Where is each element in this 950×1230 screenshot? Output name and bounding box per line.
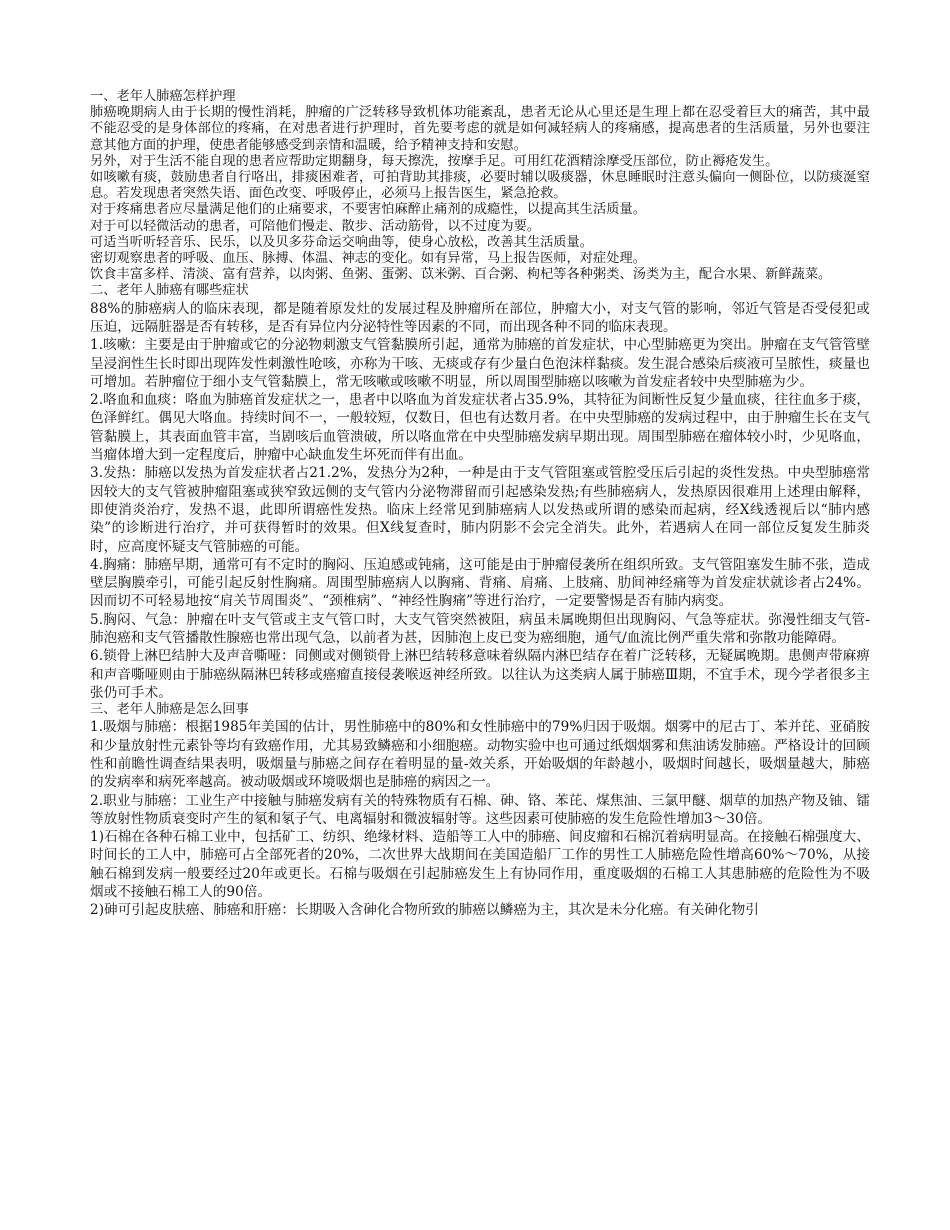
- document-body: [90, 89, 870, 920]
- paragraph: 1.咳嗽：主要是由于肿瘤或它的分泌物刺激支气管黏膜所引起，通常为肺癌的首发症状，中心型肺癌更为突出。肿瘤在支气管管壁呈浸润性生长时即出现阵发性刺激性呛咳，亦称为干咳、无痰或存有少量白色泡沫样黏痰。发生混合感染后痰液可呈脓性，痰量也可增加。若肿瘤位于细小支气管黏膜上，常无咳嗽或咳嗽不明显，所以周围型肺癌以咳嗽为首发症者较中央型肺癌为少。: [90, 337, 870, 390]
- section-heading: 一、老年人肺癌怎样护理: [90, 89, 236, 104]
- paragraph: 可适当听听轻音乐、民乐，以及贝多芬命运交响曲等，使身心放松，改善其生活质量。: [90, 234, 594, 250]
- paragraph: 对于可以轻微活动的患者，可陪他们慢走、散步、活动筋骨，以不过度为要。: [90, 218, 541, 234]
- paragraph: 4.胸痛：肺癌早期，通常可有不定时的胸闷、压迫感或钝痛，这可能是由于肿瘤侵袭所在组织所致。支气管阻塞发生肺不张，造成壁层胸膜牵引，可能引起反射性胸痛。周围型肺癌病人以胸痛、背痛、肩痛、上肢痛、肋间神经痛等为首发症状就诊者占24%。因而切不可轻易地按“肩关节周围炎”、“颈椎病”、“神经性胸痛”等进行治疗，一定要警惕是否有肺内病变。: [90, 556, 870, 610]
- section-heading: 二、老年人肺癌有哪些症状: [90, 283, 249, 299]
- paragraph: 5.胸闷、气急：肿瘤在叶支气管或主支气管口时，大支气管突然被阻，病虽未属晚期但出现胸闷、气急等症状。弥漫性细支气管-肺泡癌和支气管播散性腺癌也常出现气急，以前者为甚，因肺泡上皮已变为癌细胞，通气/血流比例严重失常和弥散功能障碍。: [90, 611, 870, 646]
- paragraph: 密切观察患者的呼吸、血压、脉搏、体温、神志的变化。如有异常，马上报告医师，对症处理。: [90, 251, 646, 267]
- paragraph: 88%的肺癌病人的临床表现，都是随着原发灶的发展过程及肿瘤所在部位，肿瘤大小，对支气管的影响，邻近气管是否受侵犯或压迫，远隔脏器是否有转移，是否有异位内分泌特性等因素的不同，而出现各种不同的临床表现。: [90, 300, 870, 335]
- paragraph: 1)石棉在各种石棉工业中，包括矿工、纺织、绝缘材料、造船等工人中的肺癌、间皮瘤和石棉沉着病明显高。在接触石棉强度大、时间长的工人中，肺癌可占全部死者的20%，二次世界大战期间在美国造船厂工作的男性工人肺癌危险性增高60%～70%，从接触石棉到发病一般要经过20年或更长。石棉与吸烟在引起肺癌发生上有协同作用，重度吸烟的石棉工人其患肺癌的危险性为不吸烟或不接触石棉工人的90倍。: [90, 829, 870, 901]
- paragraph: 2)砷可引起皮肤癌、肺癌和肝癌：长期吸入含砷化合物所致的肺癌以鳞癌为主，其次是未分化癌。有关砷化物引: [90, 902, 759, 919]
- paragraph: 另外，对于生活不能自现的患者应帮助定期翻身，每天擦洗，按摩手足。可用红花酒精涂摩受压部位，防止褥疮发生。: [90, 153, 779, 169]
- paragraph: 2.咯血和血痰：咯血为肺癌首发症状之一，患者中以咯血为首发症状者占35.9%，其特征为间断性反复少量血痰，往往血多于痰，色泽鲜红。偶见大咯血。持续时间不一，一般较短，仅数日，但也有达数月者。在中央型肺癌的发病过程中，由于肿瘤生长在支气管黏膜上，其表面血管丰富，当剧咳后血管溃破，所以咯血常在中央型肺癌发病早期出现。周围型肺癌在瘤体较小时，少见咯血，当瘤体增大到一定程度后，肿瘤中心缺血发生坏死而伴有出血。: [90, 392, 870, 464]
- paragraph: 肺癌晚期病人由于长期的慢性消耗，肿瘤的广泛转移导致机体功能紊乱，患者无论从心里还是生理上都在忍受着巨大的痛苦，其中最不能忍受的是身体部位的疼痛，在对患者进行护理时，首先要考虑的就是如何减轻病人的疼痛感，提高患者的生活质量，另外也要注意其他方面的护理，使患者能够感受到亲情和温暖，给予精神支持和安慰。: [90, 105, 870, 153]
- paragraph: 6.锁骨上淋巴结肿大及声音嘶哑：同侧或对侧锁骨上淋巴结转移意味着纵隔内淋巴结存在着广泛转移，无疑属晚期。患侧声带麻痹和声音嘶哑则由于肺癌纵隔淋巴转移或癌瘤直接侵袭喉返神经所致。以往认为这类病人属于肺癌Ⅲ期，不宜手术，现今学者很多主张仍可手术。: [90, 648, 870, 701]
- paragraph: 2.职业与肺癌：工业生产中接触与肺癌发病有关的特殊物质有石棉、砷、铬、苯芘、煤焦油、三氯甲醚、烟草的加热产物及铀、镭等放射性物质衰变时产生的氡和氡子气、电离辐射和微波辐射等。这些因素可使肺癌的发生危险性增加3～30倍。: [90, 792, 870, 827]
- paragraph: 3.发热：肺癌以发热为首发症状者占21.2%，发热分为2种，一种是由于支气管阻塞或管腔受压后引起的炎性发热。中央型肺癌常因较大的支气管被肿瘤阻塞或狭窄致远侧的支气管内分泌物滞留而引起感染发热;有些肺癌病人，发热原因很难用上述理由解释，即使消炎治疗，发热不退，此即所谓癌性发热。临床上经常见到肺癌病人以发热或所谓的感染而起病，经X线透视后以“肺内感染”的诊断进行治疗，并可获得暂时的效果。但X线复查时，肺内阴影不会完全消失。此外，若遇病人在同一部位反复发生肺炎时，应高度怀疑支气管肺癌的可能。: [90, 465, 870, 555]
- paragraph: 如咳嗽有痰，鼓励患者自行咯出，排痰困难者，可拍背助其排痰，必要时辅以吸痰器，休息睡眠时注意头偏向一侧卧位，以防痰涎窒息。若发现患者突然失语、面色改变、呼吸停止，必须马上报告医生，紧急抢救。: [90, 170, 870, 202]
- section-heading: 三、老年人肺癌是怎么回事: [90, 702, 249, 718]
- paragraph: 对于疼痛患者应尽量满足他们的止痛要求，不要害怕麻醉止痛剂的成瘾性，以提高其生活质量。: [90, 202, 646, 218]
- paragraph: 饮食丰富多样、清淡、富有营养，以肉粥、鱼粥、蛋粥、苡米粥、百合粥、枸杞等各种粥类、汤类为主，配合水果、新鲜蔬菜。: [90, 267, 832, 283]
- paragraph: 1.吸烟与肺癌：根据1985年美国的估计，男性肺癌中的80%和女性肺癌中的79%归因于吸烟。烟雾中的尼古丁、苯并芘、亚硝胺和少量放射性元素钋等均有致癌作用，尤其易致鳞癌和小细胞癌。动物实验中也可通过纸烟烟雾和焦油诱发肺癌。严格设计的回顾性和前瞻性调查结果表明，吸烟量与肺癌之间存在着明显的量-效关系，开始吸烟的年龄越小，吸烟时间越长，吸烟量越大，肺癌的发病率和病死率越高。被动吸烟或环境吸烟也是肺癌的病因之一。: [90, 719, 870, 791]
